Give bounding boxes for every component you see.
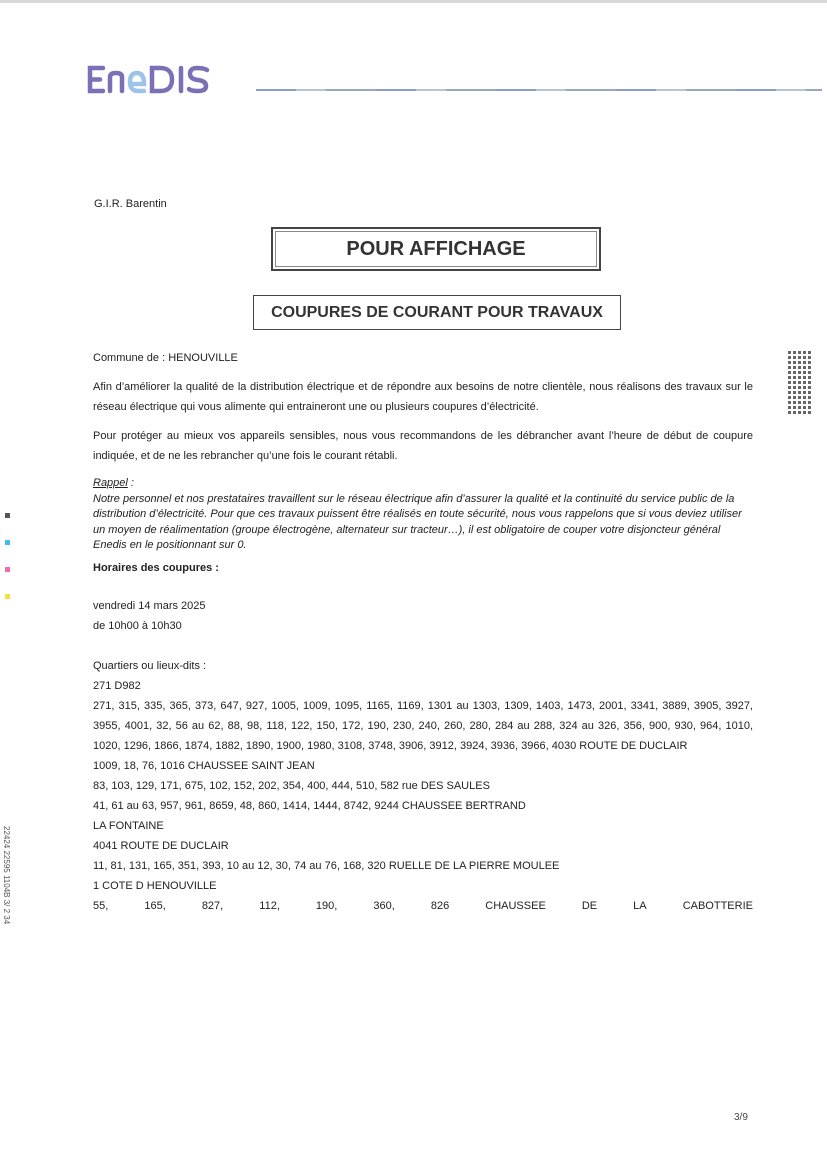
word: 112, <box>259 900 280 912</box>
word: 165, <box>144 900 166 912</box>
word: 826 <box>430 900 450 912</box>
rappel-text: Notre personnel et nos prestataires travaillent sur le réseau électrique afin d’assurer la qualité et la continuité du service public de la distribution d’électricité. Pour que ces travaux puissent être réalisés en toute sécurité, nous vous rappelons que si vous deviez utiliser un moyen de réalimentation (groupe électrogène, alternateur sur tracteur…), il est obligatoire de couper votre disjoncteur général Enedis en le positionnant sur 0. <box>93 492 742 551</box>
print-mark-black <box>5 513 10 518</box>
locations-list <box>93 676 753 916</box>
location-item: 41, 61 au 63, 957, 961, 8659, 48, 860, 1414, 1444, 8742, 9244 CHAUSSEE BERTRAND <box>93 800 526 812</box>
subtitle-box: COUPURES DE COURANT POUR TRAVAUX <box>253 295 621 330</box>
side-barcode-text: 22424 22595 1104B 3/ 2 34 <box>2 826 11 925</box>
enedis-logo-graphic <box>86 58 242 98</box>
rappel-block <box>93 476 753 554</box>
location-item-last <box>93 896 753 916</box>
commune-line: Commune de : HENOUVILLE <box>93 352 238 364</box>
location-item: 4041 ROUTE DE DUCLAIR <box>93 840 229 852</box>
location-item: 11, 81, 131, 165, 351, 393, 10 au 12, 30, 74 au 76, 168, 320 RUELLE DE LA PIERRE MOULEE <box>93 860 560 872</box>
sender-label: G.I.R. Barentin <box>94 198 167 210</box>
location-item: 271 D982 <box>93 680 141 692</box>
horaires-heading: Horaires des coupures : <box>93 562 219 574</box>
advice-paragraph: Pour protéger au mieux vos appareils sensibles, nous vous recommandons de les débrancher avant l’heure de début de coupure indiquée, et de ne les rebrancher qu’une fois le courant rétabli. <box>93 430 753 462</box>
rappel-colon: : <box>127 477 134 489</box>
location-item: 271, 315, 335, 365, 373, 647, 927, 1005, 1009, 1095, 1165, 1169, 1301 au 1303, 1309, 1403, 1473, 2001, 3341, 3889, 3905, 3927, 3955, 4001, 32, 56 au 62, 88, 98, 118, 122, 150, 172, 190, 230, 240, 260, 280, 284 au 288, 324 au 326, 356, 900, 930, 964, 1010, 1020, 1296, 1866, 1874, 1882, 1890, 1900, 1980, 3108, 3748, 3906, 3912, 3924, 3936, 3966, 4030 ROUTE DE DUCLAIR <box>93 700 753 752</box>
word: LA <box>633 900 647 912</box>
page-number: 3/9 <box>734 1112 748 1123</box>
word: CABOTTERIE <box>682 900 753 912</box>
location-item: 83, 103, 129, 171, 675, 102, 152, 202, 354, 400, 444, 510, 582 rue DES SAULES <box>93 780 490 792</box>
outage-date: vendredi 14 mars 2025 <box>93 600 206 612</box>
rappel-label: Rappel <box>93 477 128 489</box>
print-mark-cyan <box>5 540 10 545</box>
scan-edge <box>0 0 827 3</box>
qr-code <box>788 350 812 414</box>
print-mark-yellow <box>5 594 10 599</box>
word: 55, <box>93 900 109 912</box>
location-item: 1009, 18, 76, 1016 CHAUSSEE SAINT JEAN <box>93 760 315 772</box>
intro-paragraph: Afin d’améliorer la qualité de la distribution électrique et de répondre aux besoins de notre clientèle, nous réalisons des travaux sur le réseau électrique qui vous alimente qui entraineront une ou plusieurs coupures d’électricité. <box>93 381 753 413</box>
location-item: LA FONTAINE <box>93 820 164 832</box>
outage-time: de 10h00 à 10h30 <box>93 620 182 632</box>
enedis-logo <box>86 58 242 103</box>
word: CHAUSSEE <box>485 900 546 912</box>
title-box: POUR AFFICHAGE <box>271 227 601 271</box>
word: 360, <box>373 900 395 912</box>
word: 827, <box>201 900 224 912</box>
print-mark-magenta <box>5 567 10 572</box>
word: DE <box>581 900 598 912</box>
header-rule <box>256 89 822 91</box>
quartiers-heading: Quartiers ou lieux-dits : <box>93 660 207 672</box>
word: 190, <box>315 900 338 912</box>
location-item: 1 COTE D HENOUVILLE <box>93 880 217 892</box>
